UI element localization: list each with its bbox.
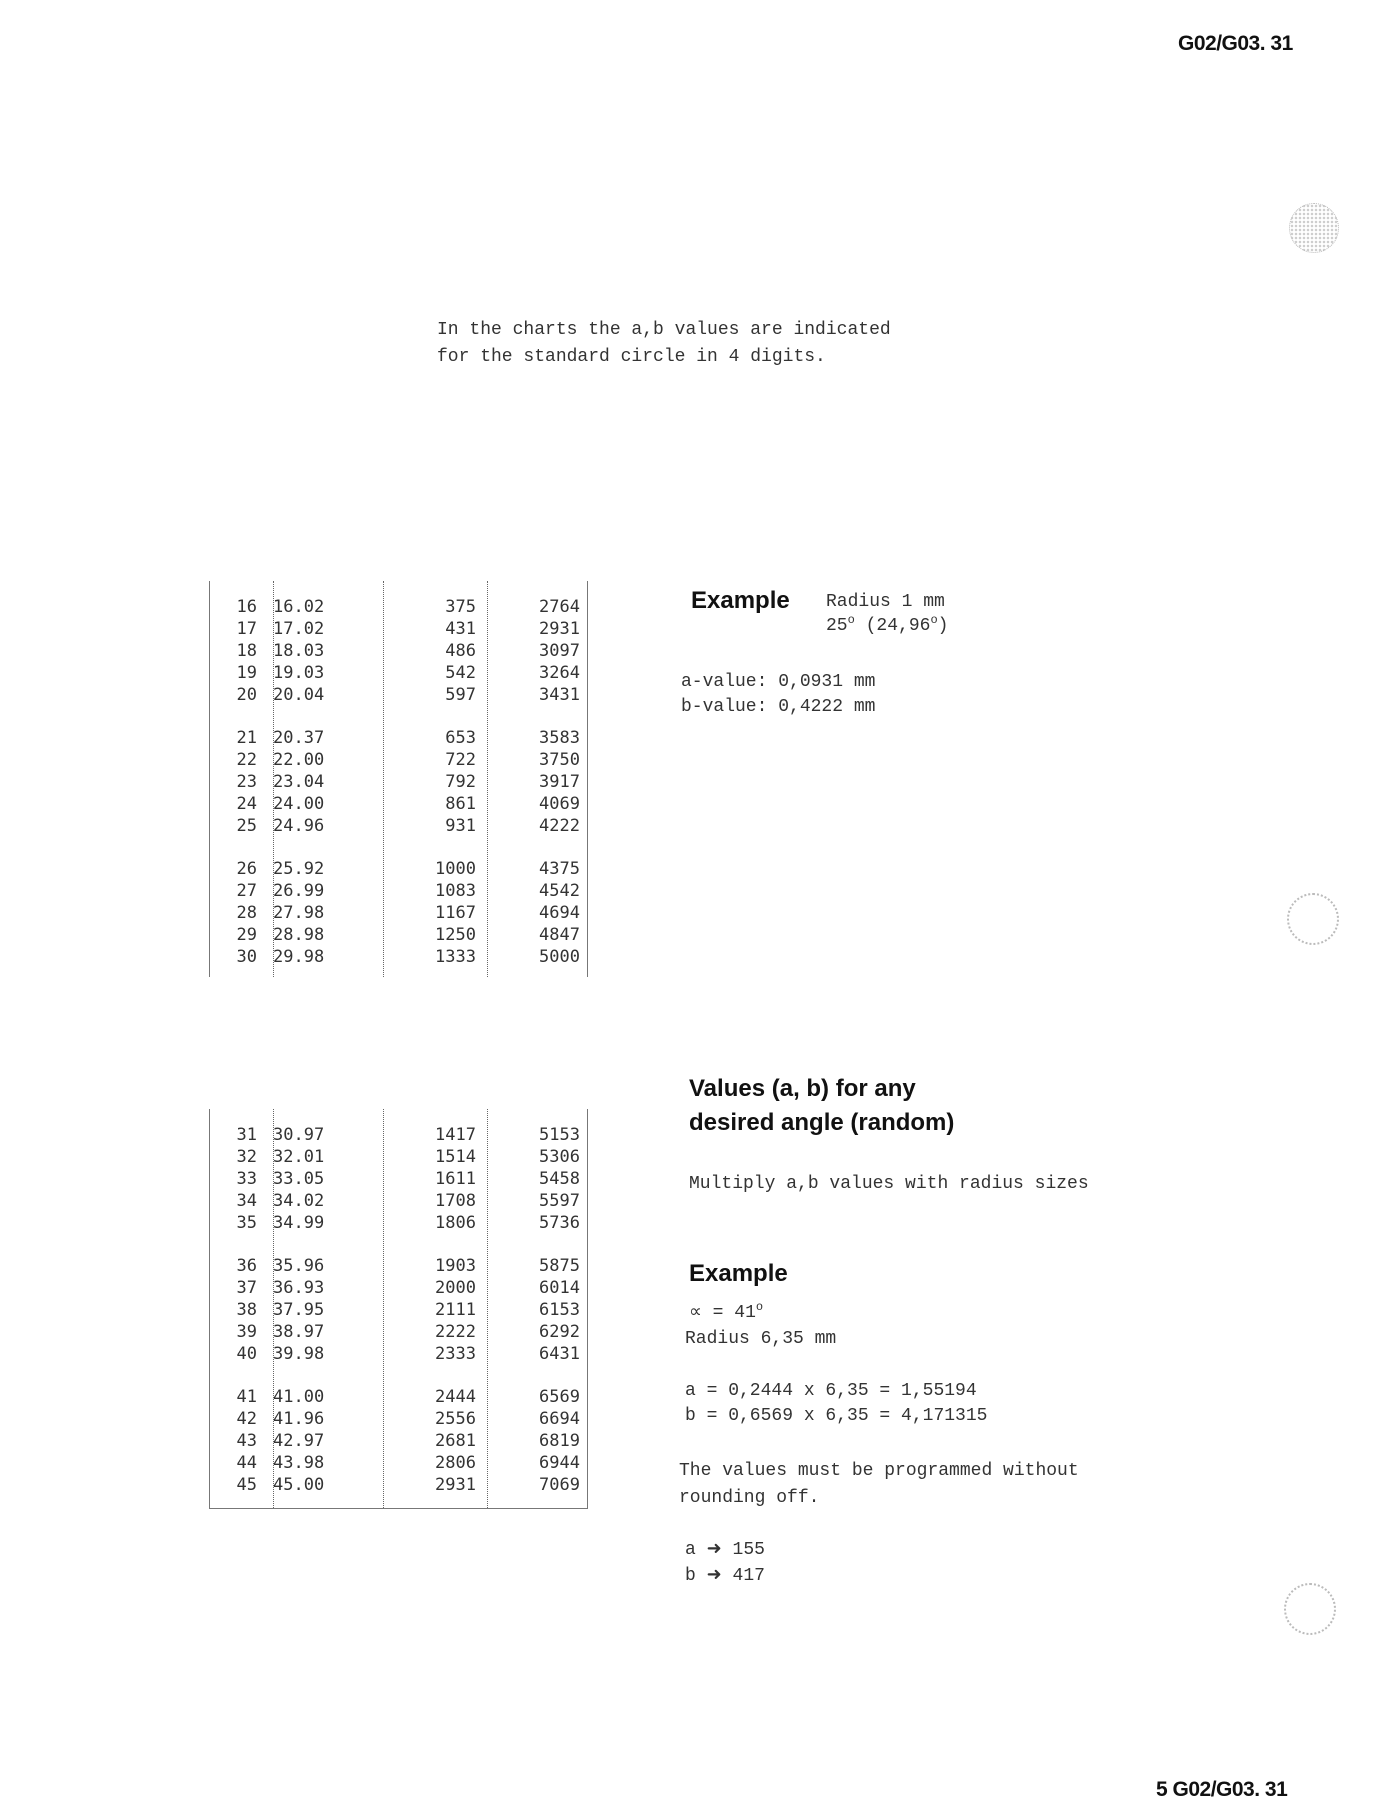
a-value-cell: 2681: [435, 1431, 476, 1451]
intro-line-2: for the standard circle in 4 digits.: [437, 347, 826, 367]
a-value-cell: 1167: [435, 903, 476, 923]
ab-values-table-16-30: [209, 581, 588, 977]
b-value-cell: 6944: [539, 1453, 580, 1473]
a-label: a: [685, 1540, 696, 1560]
a-value-cell: 2333: [435, 1344, 476, 1364]
angle-cell: 24: [236, 794, 257, 814]
angle-exact-cell: 17.02: [273, 619, 325, 639]
table-row: [210, 619, 587, 641]
b-result: [685, 1564, 765, 1586]
table-row: [210, 794, 587, 816]
angle-cell: 27: [236, 881, 257, 901]
b-value-cell: 6292: [539, 1322, 580, 1342]
angle-cell: 23: [236, 772, 257, 792]
b-value-cell: 3750: [539, 750, 580, 770]
table-row: [210, 1475, 587, 1497]
table-row: [210, 1169, 587, 1191]
a-value-cell: 861: [445, 794, 476, 814]
example-2-radius: Radius 6,35 mm: [685, 1329, 837, 1349]
page-code-header: G02/G03. 31: [1178, 32, 1293, 55]
example-1-angle: 25$^o$ (24,96$^o$): [826, 613, 949, 636]
angle-exact-cell: 37.95: [273, 1300, 325, 1320]
angle-exact-cell: 24.96: [273, 816, 325, 836]
arrow-right-icon: ➜: [706, 1566, 722, 1586]
angle-exact-cell: 30.97: [273, 1125, 325, 1145]
table-row: [210, 1431, 587, 1453]
ab-values-table-31-45: [209, 1109, 588, 1509]
angle-cell: 38: [236, 1300, 257, 1320]
example-1-a-value: a-value: 0,0931 mm: [681, 672, 876, 692]
a-value-cell: 431: [445, 619, 476, 639]
table-row: [210, 1344, 587, 1366]
b-value-cell: 3431: [539, 685, 580, 705]
b-value-cell: 4375: [539, 859, 580, 879]
a-value-cell: 2806: [435, 1453, 476, 1473]
table-row: [210, 1453, 587, 1475]
example-2-b-calc: b = 0,6569 x 6,35 = 4,171315: [685, 1406, 988, 1426]
a-value-cell: 1708: [435, 1191, 476, 1211]
angle-exact-cell: 43.98: [273, 1453, 325, 1473]
b-value-cell: 3583: [539, 728, 580, 748]
a-value-cell: 2000: [435, 1278, 476, 1298]
table-row: [210, 1213, 587, 1235]
b-value-cell: 6014: [539, 1278, 580, 1298]
a-value-cell: 1903: [435, 1256, 476, 1276]
angle-exact-cell: 41.00: [273, 1387, 325, 1407]
angle-exact-cell: 34.99: [273, 1213, 325, 1233]
table-row: [210, 728, 587, 750]
angle-cell: 32: [236, 1147, 257, 1167]
angle-cell: 44: [236, 1453, 257, 1473]
example-1-b-value: b-value: 0,4222 mm: [681, 697, 876, 717]
example-1-radius: Radius 1 mm: [826, 592, 945, 612]
angle-cell: 18: [236, 641, 257, 661]
angle-exact-cell: 18.03: [273, 641, 325, 661]
a-value-cell: 1333: [435, 947, 476, 967]
angle-cell: 26: [236, 859, 257, 879]
angle-exact-cell: 42.97: [273, 1431, 325, 1451]
angle-cell: 43: [236, 1431, 257, 1451]
a-result-value: 155: [732, 1540, 765, 1560]
angle-exact-cell: 28.98: [273, 925, 325, 945]
angle-exact-cell: 32.01: [273, 1147, 325, 1167]
b-value-cell: 4222: [539, 816, 580, 836]
a-value-cell: 1514: [435, 1147, 476, 1167]
angle-cell: 35: [236, 1213, 257, 1233]
a-value-cell: 931: [445, 816, 476, 836]
table-row: [210, 1191, 587, 1213]
b-value-cell: 4694: [539, 903, 580, 923]
angle-cell: 40: [236, 1344, 257, 1364]
angle-cell: 33: [236, 1169, 257, 1189]
a-value-cell: 486: [445, 641, 476, 661]
b-value-cell: 5736: [539, 1213, 580, 1233]
arrow-right-icon: ➜: [706, 1540, 722, 1560]
angle-exact-cell: 19.03: [273, 663, 325, 683]
table-row: [210, 663, 587, 685]
angle-cell: 39: [236, 1322, 257, 1342]
a-value-cell: 1000: [435, 859, 476, 879]
angle-exact-cell: 38.97: [273, 1322, 325, 1342]
b-value-cell: 6694: [539, 1409, 580, 1429]
angle-exact-cell: 39.98: [273, 1344, 325, 1364]
angle-exact: (24,96: [865, 616, 931, 636]
angle-cell: 30: [236, 947, 257, 967]
intro-line-1: In the charts the a,b values are indicated: [437, 320, 891, 340]
random-title-line-2: desired angle (random): [689, 1109, 955, 1136]
example-2-alpha: ∝ = $41^o$: [689, 1300, 764, 1323]
angle-exact-cell: 20.04: [273, 685, 325, 705]
example-2-a-calc: a = 0,2444 x 6,35 = 1,55194: [685, 1381, 977, 1401]
angle-exact-cell: 23.04: [273, 772, 325, 792]
b-value-cell: 6431: [539, 1344, 580, 1364]
a-value-cell: 1611: [435, 1169, 476, 1189]
a-value-cell: 2222: [435, 1322, 476, 1342]
angle-cell: 41: [236, 1387, 257, 1407]
table-row: [210, 925, 587, 947]
angle-close: ): [937, 616, 949, 636]
random-instruction: Multiply a,b values with radius sizes: [689, 1174, 1089, 1194]
a-result: [685, 1538, 765, 1560]
table-row: [210, 859, 587, 881]
angle-exact-cell: 20.37: [273, 728, 325, 748]
b-value-cell: 6153: [539, 1300, 580, 1320]
angle-cell: 31: [236, 1125, 257, 1145]
b-value-cell: 7069: [539, 1475, 580, 1495]
b-value-cell: 4542: [539, 881, 580, 901]
a-value-cell: 375: [445, 597, 476, 617]
angle-exact-cell: 16.02: [273, 597, 325, 617]
b-value-cell: 2931: [539, 619, 580, 639]
angle-exact-cell: 41.96: [273, 1409, 325, 1429]
b-value-cell: 3264: [539, 663, 580, 683]
b-value-cell: 5597: [539, 1191, 580, 1211]
b-value-cell: 5458: [539, 1169, 580, 1189]
table-row: [210, 597, 587, 619]
a-value-cell: 597: [445, 685, 476, 705]
table-row: [210, 1147, 587, 1169]
angle-value: 25: [826, 616, 848, 636]
note-line-2: rounding off.: [679, 1488, 820, 1508]
alpha-value: ∝ = 41: [689, 1303, 756, 1323]
b-value-cell: 5306: [539, 1147, 580, 1167]
angle-exact-cell: 27.98: [273, 903, 325, 923]
angle-exact-cell: 33.05: [273, 1169, 325, 1189]
b-value-cell: 4069: [539, 794, 580, 814]
table-row: [210, 685, 587, 707]
a-value-cell: 2444: [435, 1387, 476, 1407]
table-row: [210, 772, 587, 794]
table-row: [210, 750, 587, 772]
a-value-cell: 1250: [435, 925, 476, 945]
b-value-cell: 6819: [539, 1431, 580, 1451]
angle-exact-cell: 45.00: [273, 1475, 325, 1495]
b-label: b: [685, 1566, 696, 1586]
b-value-cell: 5153: [539, 1125, 580, 1145]
angle-cell: 45: [236, 1475, 257, 1495]
table-row: [210, 903, 587, 925]
table-row: [210, 947, 587, 969]
angle-exact-cell: 29.98: [273, 947, 325, 967]
b-value-cell: 3097: [539, 641, 580, 661]
angle-cell: 16: [236, 597, 257, 617]
example-1-title: Example: [691, 587, 790, 614]
angle-exact-cell: 36.93: [273, 1278, 325, 1298]
angle-cell: 34: [236, 1191, 257, 1211]
angle-cell: 22: [236, 750, 257, 770]
punch-hole-icon: [1289, 203, 1339, 253]
note-line-1: The values must be programmed without: [679, 1461, 1079, 1481]
angle-exact-cell: 26.99: [273, 881, 325, 901]
angle-cell: 21: [236, 728, 257, 748]
table-row: [210, 1409, 587, 1431]
a-value-cell: 722: [445, 750, 476, 770]
table-row: [210, 1322, 587, 1344]
b-result-value: 417: [732, 1566, 765, 1586]
angle-cell: 19: [236, 663, 257, 683]
punch-hole-icon: [1284, 1583, 1336, 1635]
angle-cell: 28: [236, 903, 257, 923]
table-row: [210, 816, 587, 838]
angle-cell: 36: [236, 1256, 257, 1276]
table-row: [210, 1256, 587, 1278]
a-value-cell: 2111: [435, 1300, 476, 1320]
b-value-cell: 5000: [539, 947, 580, 967]
a-value-cell: 653: [445, 728, 476, 748]
a-value-cell: 1083: [435, 881, 476, 901]
angle-cell: 25: [236, 816, 257, 836]
a-value-cell: 542: [445, 663, 476, 683]
example-2-title: Example: [689, 1260, 788, 1287]
angle-cell: 37: [236, 1278, 257, 1298]
angle-exact-cell: 34.02: [273, 1191, 325, 1211]
page-code-footer: 5 G02/G03. 31: [1156, 1778, 1288, 1801]
angle-exact-cell: 24.00: [273, 794, 325, 814]
angle-cell: 42: [236, 1409, 257, 1429]
angle-exact-cell: 22.00: [273, 750, 325, 770]
a-value-cell: 2556: [435, 1409, 476, 1429]
angle-cell: 17: [236, 619, 257, 639]
b-value-cell: 5875: [539, 1256, 580, 1276]
b-value-cell: 3917: [539, 772, 580, 792]
angle-exact-cell: 25.92: [273, 859, 325, 879]
angle-cell: 20: [236, 685, 257, 705]
a-value-cell: 1806: [435, 1213, 476, 1233]
b-value-cell: 2764: [539, 597, 580, 617]
angle-exact-cell: 35.96: [273, 1256, 325, 1276]
table-row: [210, 1125, 587, 1147]
punch-hole-icon: [1287, 893, 1339, 945]
a-value-cell: 792: [445, 772, 476, 792]
angle-cell: 29: [236, 925, 257, 945]
table-row: [210, 1300, 587, 1322]
random-title-line-1: Values (a, b) for any: [689, 1075, 916, 1102]
a-value-cell: 2931: [435, 1475, 476, 1495]
table-row: [210, 1278, 587, 1300]
a-value-cell: 1417: [435, 1125, 476, 1145]
table-row: [210, 881, 587, 903]
table-row: [210, 1387, 587, 1409]
table-row: [210, 641, 587, 663]
b-value-cell: 4847: [539, 925, 580, 945]
b-value-cell: 6569: [539, 1387, 580, 1407]
